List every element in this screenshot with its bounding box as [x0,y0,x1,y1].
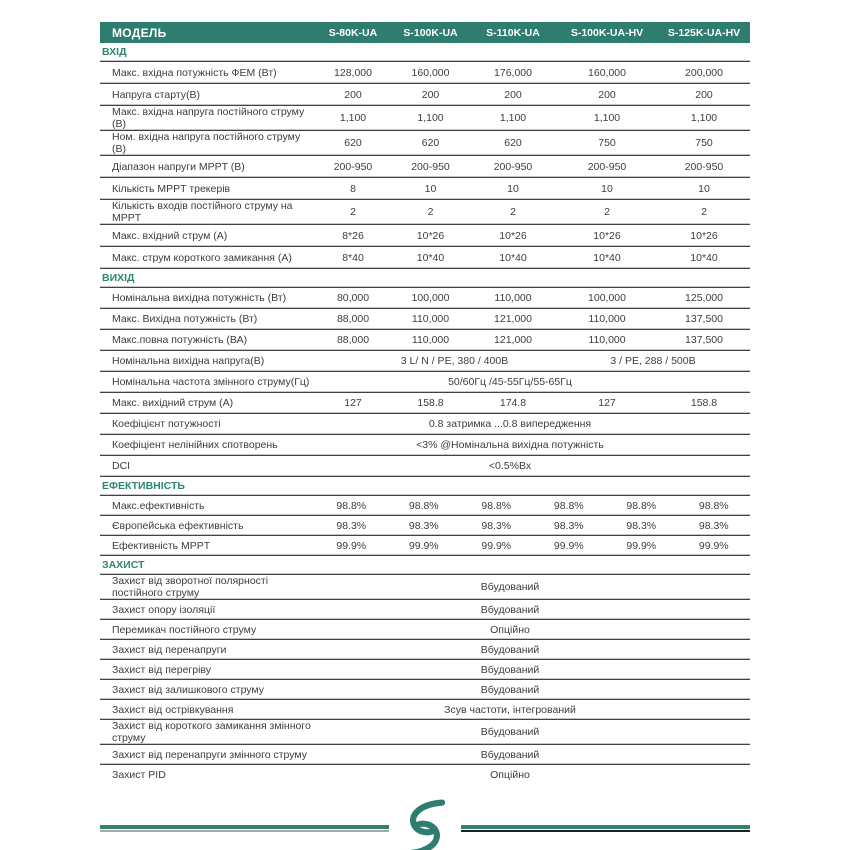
model-column-header: МОДЕЛЬ [100,22,315,43]
table-row [100,62,750,84]
row-value-span: Вбудований [315,680,750,700]
footer [100,798,750,850]
row-value: 160,000 [556,62,658,84]
row-value: 200-950 [658,156,750,178]
row-value: 750 [658,131,750,156]
row-label: Захист PID [112,768,166,781]
row-label: Номінальна частота змінного струму(Гц) [100,372,315,393]
row-value-span: Опційно [315,620,750,640]
row-value: 10*40 [470,247,556,269]
row-value: 160,000 [391,62,470,84]
row-values [315,536,750,556]
row-value: 98.8% [698,499,729,512]
row-value-span: Зсув частоти, інтегрований [315,700,750,720]
row-value: 99.9% [336,539,367,552]
row-value: 1,100 [556,106,658,131]
section-protection [100,556,750,575]
row-label: Ном. вхідна напруга постійного струму (В) [100,131,315,156]
table-row [100,600,750,620]
row-value: 620 [315,131,391,156]
row-value-right-span: 3 / PE, 288 / 500В [556,351,750,372]
table-row [100,200,750,225]
row-values [315,496,750,516]
row-value-left-span: 3 L/ N / PE, 380 / 400В [315,351,556,372]
row-value: 98.3% [336,519,367,532]
row-value-span: Вбудований [315,720,750,745]
row-label: Захист від залишкового струму [100,680,315,700]
row-value: 1,100 [470,106,556,131]
model-name: S-110K-UA [470,22,556,43]
row-label: Захист від короткого замикання змінного струму [100,720,315,745]
row-value: 176,000 [470,62,556,84]
table-row [100,720,750,745]
row-value: 1,100 [658,106,750,131]
row-value: 98.8% [481,499,512,512]
row-label: Коефіцієнт потужності [100,414,315,435]
row-value: 137,500 [658,330,750,351]
row-value: 200-950 [315,156,391,178]
row-value: 80,000 [315,288,391,309]
table-row [100,456,750,477]
row-value: 100,000 [391,288,470,309]
s-swoosh-logo-icon [401,798,449,850]
row-value: 98.3% [481,519,512,532]
row-label: Захист від зворотної полярності постійного струму [100,575,315,600]
table-row [100,330,750,351]
row-label: Номінальна вихідна напруга(В) [100,351,315,372]
table-row [100,84,750,106]
row-value: 8 [315,178,391,200]
row-label: Перемикач постійного струму [100,620,315,640]
row-value: 128,000 [315,62,391,84]
row-value: 2 [315,200,391,225]
section-title: ВХІД [100,43,750,62]
row-label: Макс. вхідна напруга постійного струму (В) [100,106,315,131]
row-value: 100,000 [556,288,658,309]
row-value-span: Вбудований [315,600,750,620]
table-row [100,680,750,700]
row-value: 98.3% [698,519,729,532]
table-row [100,309,750,330]
row-value-span: Опційно [490,768,530,781]
table-row [100,288,750,309]
row-value: 620 [391,131,470,156]
row-value: 99.9% [408,539,439,552]
row-label: Макс.повна потужність (ВА) [100,330,315,351]
row-value: 127 [315,393,391,414]
section-input [100,43,750,62]
row-value: 10 [556,178,658,200]
row-value: 98.3% [626,519,657,532]
row-value: 1,100 [391,106,470,131]
row-values [315,516,750,536]
row-value: 200 [315,84,391,106]
row-value: 99.9% [553,539,584,552]
row-label: Макс. вихідний струм (А) [100,393,315,414]
row-value: 10*26 [556,225,658,247]
row-value: 750 [556,131,658,156]
row-value-span: 0.8 затримка ...0.8 випередження [315,414,750,435]
table-row [100,178,750,200]
row-label: Макс. вхідний струм (А) [100,225,315,247]
row-value: 125,000 [658,288,750,309]
table-row [100,496,750,516]
row-value: 200,000 [658,62,750,84]
row-value: 10 [391,178,470,200]
row-value: 121,000 [470,330,556,351]
row-value: 110,000 [556,309,658,330]
row-value: 1,100 [315,106,391,131]
table-row [100,575,750,600]
section-title: ЕФЕКТИВНІСТЬ [100,477,750,496]
row-label: Кількість MPPT трекерів [100,178,315,200]
row-value: 2 [470,200,556,225]
row-value: 10 [658,178,750,200]
section-title: ВИХІД [100,269,750,288]
row-value: 99.9% [626,539,657,552]
row-label: Захист від острівкування [100,700,315,720]
model-name: S-80K-UA [315,22,391,43]
row-value: 8*26 [315,225,391,247]
table-row [100,765,750,784]
row-value-span: Вбудований [315,660,750,680]
row-value: 2 [658,200,750,225]
row-value-span: 50/60Гц /45-55Гц/55-65Гц [315,372,750,393]
row-label: Макс.ефективність [100,496,315,516]
table-row [100,393,750,414]
section-output [100,269,750,288]
row-value: 174.8 [470,393,556,414]
row-value: 10*40 [391,247,470,269]
row-label: DCI [100,456,315,477]
spec-table [100,22,750,784]
row-label: Захист від перенапруги змінного струму [100,745,315,765]
row-value: 137,500 [658,309,750,330]
row-value: 10*26 [391,225,470,247]
table-row [100,640,750,660]
model-name: S-100K-UA-HV [556,22,658,43]
row-value: 98.8% [553,499,584,512]
row-value: 200-950 [470,156,556,178]
row-value: 110,000 [391,309,470,330]
row-value: 98.3% [408,519,439,532]
row-label: Європейська ефективність [100,516,315,536]
row-label: Захист від перегріву [100,660,315,680]
row-value: 200 [658,84,750,106]
table-row [100,106,750,131]
row-label: Макс. Вихідна потужність (Вт) [100,309,315,330]
row-label: Кількість входів постійного струму на MPPT [100,200,315,225]
row-value: 10*26 [470,225,556,247]
table-row [100,536,750,556]
row-label: Коефіціент нелінійних спотворень [100,435,315,456]
table-row [100,351,750,372]
row-value-span: <3% @Номінальна вихідна потужність [315,435,750,456]
row-value: 200-950 [556,156,658,178]
row-value: 88,000 [315,330,391,351]
table-row [100,414,750,435]
row-label: Ефективність MPPT [100,536,315,556]
row-value-span: <0.5%Вх [315,456,750,477]
row-value: 2 [391,200,470,225]
row-value: 158.8 [658,393,750,414]
row-value: 110,000 [556,330,658,351]
footer-left-divider [100,825,389,832]
row-value: 121,000 [470,309,556,330]
row-value: 8*40 [315,247,391,269]
table-row [100,516,750,536]
row-value-span: Вбудований [315,745,750,765]
row-value: 620 [470,131,556,156]
table-row [100,700,750,720]
row-label: Напруга старту(В) [100,84,315,106]
table-row [100,247,750,269]
section-efficiency [100,477,750,496]
row-value: 98.8% [626,499,657,512]
section-title: ЗАХИСТ [100,556,750,575]
row-value: 158.8 [391,393,470,414]
row-value: 98.3% [553,519,584,532]
row-value: 99.9% [698,539,729,552]
row-value-span: Вбудований [315,640,750,660]
row-value: 99.9% [481,539,512,552]
row-label: Макс. вхідна потужність ФЕМ (Вт) [100,62,315,84]
table-row [100,131,750,156]
row-value: 2 [556,200,658,225]
table-row [100,372,750,393]
table-row [100,225,750,247]
table-row [100,620,750,640]
table-row [100,660,750,680]
row-value: 200-950 [391,156,470,178]
row-label: Макс. струм короткого замикання (А) [100,247,315,269]
row-value: 10*26 [658,225,750,247]
row-label: Номінальна вихідна потужність (Вт) [100,288,315,309]
table-header-row [100,22,750,43]
row-value: 10*40 [658,247,750,269]
row-label: Захист опору ізоляції [100,600,315,620]
table-row [100,745,750,765]
row-value: 200 [391,84,470,106]
row-value: 98.8% [408,499,439,512]
row-value: 200 [470,84,556,106]
row-value: 127 [556,393,658,414]
row-value: 10 [470,178,556,200]
footer-right-divider [461,825,750,832]
row-value: 98.8% [336,499,367,512]
row-value: 10*40 [556,247,658,269]
row-value: 110,000 [391,330,470,351]
table-row [100,435,750,456]
row-label: Діапазон напруги MPPT (В) [100,156,315,178]
model-name: S-125K-UA-HV [658,22,750,43]
model-name: S-100K-UA [391,22,470,43]
table-row [100,156,750,178]
row-value: 200 [556,84,658,106]
row-label: Захист від перенапруги [100,640,315,660]
row-value: 88,000 [315,309,391,330]
row-value: 110,000 [470,288,556,309]
row-value-span: Вбудований [315,575,750,600]
